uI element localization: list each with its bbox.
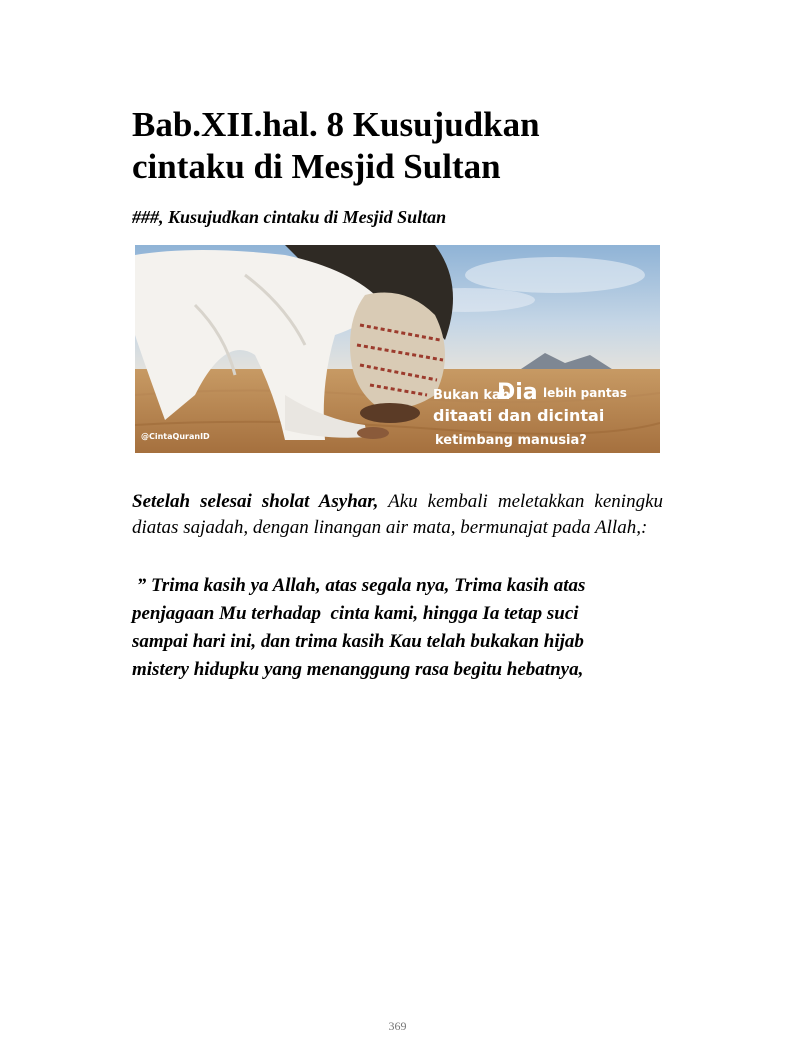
overlay-text-1a: Bukan kah bbox=[433, 388, 511, 403]
chapter-title bbox=[132, 104, 672, 188]
body-paragraph bbox=[132, 489, 663, 541]
quote-line-1: ” Trima kasih ya Allah, atas segala nya, Trima kasih atas bbox=[132, 575, 586, 596]
quote-line-2: penjagaan Mu terhadap cinta kami, hingga Ia tetap suci bbox=[132, 603, 579, 624]
body-paragraph-rest: Aku kembali meletakkan keningku diatas sajadah, dengan linangan air mata, bermunajat pada Allah,: bbox=[132, 491, 663, 538]
page-number: 369 bbox=[388, 1019, 407, 1033]
watermark: @CintaQuranID bbox=[141, 432, 210, 441]
overlay-text-2: ditaati dan dicintai bbox=[433, 406, 605, 425]
chapter-title-line2: cintaku di Mesjid Sultan bbox=[132, 147, 501, 186]
overlay-text-3: ketimbang manusia? bbox=[435, 433, 587, 448]
prayer-quote bbox=[132, 572, 672, 684]
body-paragraph-lead: Setelah selesai sholat Asyhar, bbox=[132, 491, 379, 512]
quote-line-4: mistery hidupku yang menanggung rasa begitu hebatnya, bbox=[132, 659, 584, 680]
quote-line-3: sampai hari ini, dan trima kasih Kau telah bukakan hijab bbox=[132, 631, 584, 652]
overlay-text-1c: lebih pantas bbox=[543, 386, 627, 400]
chapter-title-line1: Bab.XII.hal. 8 Kusujudkan bbox=[132, 105, 540, 144]
chapter-subtitle: ###, Kusujudkan cintaku di Mesjid Sultan bbox=[132, 207, 447, 227]
overlay-text-1b: Dia bbox=[497, 380, 538, 405]
prostration-photo bbox=[135, 245, 660, 453]
prostration-illustration bbox=[135, 245, 660, 453]
